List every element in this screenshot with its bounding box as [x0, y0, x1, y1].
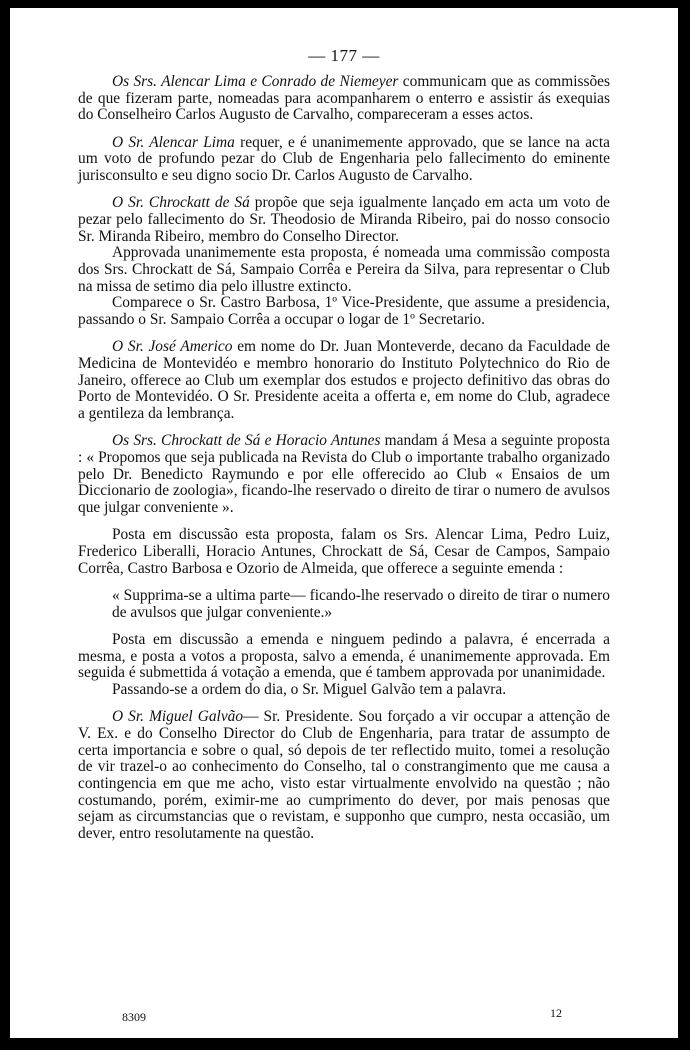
speaker-name: Os Srs. Alencar Lima e Conrado de Niemeyer — [112, 73, 399, 90]
paragraph — [78, 195, 610, 245]
paragraph — [78, 339, 610, 423]
paragraph — [78, 709, 610, 843]
speaker-name: O Sr. Alencar Lima — [112, 133, 235, 151]
speaker-name: Os Srs. Chrockatt de Sá e Horacio Antunes — [112, 432, 381, 450]
paragraph-text: propõe que seja igualmente lançado em acta um voto de pezar pelo fallecimento do Sr. Theodosio de Miranda Ribeiro, pai do nosso consocio Sr. Miranda Ribeiro, membro do Conselho Director. — [78, 194, 610, 245]
paragraph-text: requer, e é unanimemente approvado, que se lance na acta um voto de profundo pezar do Club de Engenharia pelo fallecimento do eminente jurisconsulto e seu digno socio Dr. Carlos Augusto de Carvalho. — [78, 133, 610, 185]
paragraph — [78, 135, 610, 185]
paragraph-text: mandam á Mesa a seguinte proposta : « Propomos que seja publicada na Revista do Club o importante trabalho organizado pelo Dr. Benedicto Raymundo e por elle offerecido ao Club « Ensaios de um Diccionario de zoologia», ficando-lhe reservado o direito de tirar o numero de avulsos que julgar conveniente ». — [78, 432, 610, 517]
paragraph-text: communicam que as commissões de que fizeram parte, nomeadas para acompanharem o enterro e assistir ás exequias do Conselheiro Carlos Augusto de Carvalho, compareceram a esses actos. — [78, 73, 610, 124]
paragraph-text: Passando-se a ordem do dia, o Sr. Miguel Galvão tem a palavra. — [112, 681, 507, 698]
paragraph-text: em nome do Dr. Juan Monteverde, decano da Faculdade de Medicina de Montevidéo e membro honorario do Instituto Polytechnico do Rio de Janeiro, offerece ao Club um exemplar dos estudos e projecto definitivo das obras do Porto de Montevidéo. O Sr. Presidente aceita a offerta e, em nome do Club, agradece a gentileza da lembrança. — [78, 338, 610, 423]
paragraph — [78, 74, 610, 124]
paragraph-text: « Supprima-se a ultima parte— ficando-lhe reservado o direito de tirar o numero de avulsos que julgar conveniente.» — [112, 586, 610, 621]
paragraph-text: — Sr. Presidente. Sou forçado a vir occupar a attenção de V. Ex. e do Conselho Director do Club de Engenharia, para tratar de assumpto de certa importancia e sobre o qual, só depois de ter reflectido muito, tomei a resolução de vir trazel-o ao conhecimento do Conselho, tal o constrangimento que me causa a contingencia em que me acho, visto estar virtualmente envolvido na questão ; não costumando, porém, eximir-me ao cumprimento do dever, por mais penosas que sejam as circumstancias que o revistam, e supponho que cumpro, nesta occasião, um dever, entro resolutamente na questão. — [78, 708, 610, 843]
speaker-name: O Sr. Miguel Galvão — [112, 708, 244, 726]
document-page — [10, 8, 678, 1038]
body-text — [78, 74, 610, 853]
paragraph-text: Comparece o Sr. Castro Barbosa, 1º Vice-Presidente, que assume a presidencia, passando o Sr. Sampaio Corrêa a occupar o logar de 1º Secretario. — [78, 294, 610, 329]
speaker-name: O Sr. José Americo — [112, 338, 233, 356]
paragraph-text: Approvada unanimemente esta proposta, é nomeada uma commissão composta dos Srs. Chrockatt de Sá, Sampaio Corrêa e Pereira da Silva, para representar o Club na missa de setimo dia pelo illustre extincto. — [78, 244, 610, 295]
paragraph — [78, 295, 610, 328]
paragraph — [78, 682, 610, 699]
paragraph — [78, 433, 610, 517]
paragraph-text: Posta em discussão a emenda e ninguem pedindo a palavra, é encerrada a mesma, e posta a votos a proposta, salvo a emenda, é unanimemente approvada. Em seguida é submettida á votação a emenda, que é tambem approvada por unanimidade. — [78, 630, 610, 682]
signature-mark: 8309 — [122, 1010, 146, 1024]
paragraph — [78, 527, 610, 577]
amendment-quote — [78, 588, 610, 621]
paragraph — [78, 632, 610, 682]
sheet-number: 12 — [550, 1006, 562, 1020]
speaker-name: O Sr. Chrockatt de Sá — [112, 194, 250, 212]
paragraph — [78, 245, 610, 295]
paragraph-text: Posta em discussão esta proposta, falam os Srs. Alencar Lima, Pedro Luiz, Frederico Liberalli, Horacio Antunes, Chrockatt de Sá, Cesar de Campos, Sampaio Corrêa, Castro Barbosa e Ozorio de Almeida, que offerece a seguinte emenda : — [78, 526, 610, 577]
page-number: — 177 — — [308, 46, 380, 65]
